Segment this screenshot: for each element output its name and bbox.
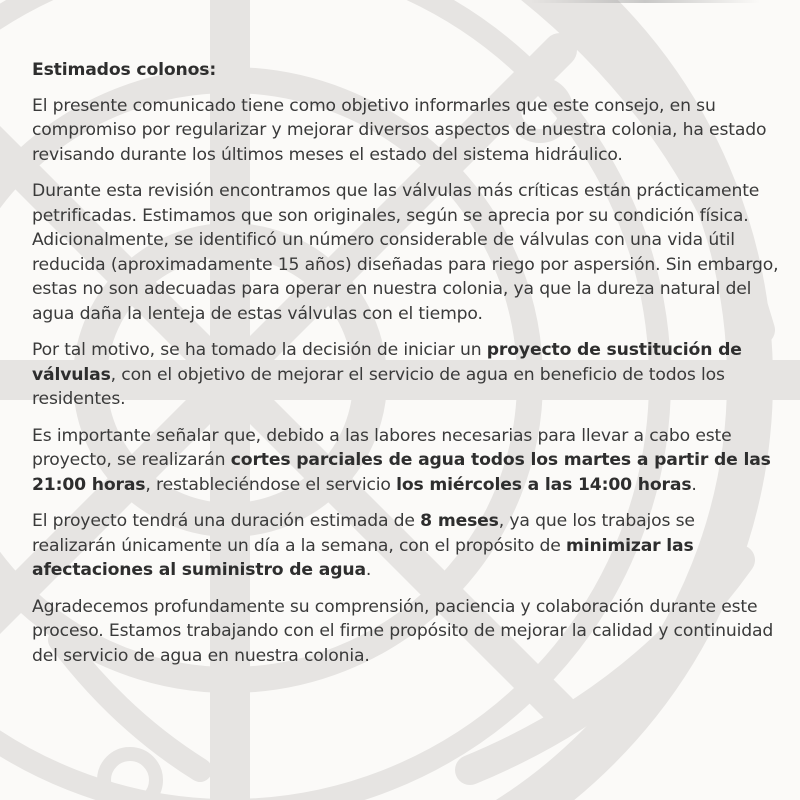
top-edge-mark: [530, 0, 760, 3]
restore-schedule-bold: los miércoles a las 14:00 horas: [396, 474, 692, 495]
duration-bold: 8 meses: [420, 511, 499, 531]
project-text-1: Por tal motivo, se ha tomado la decisión de iniciar un: [32, 340, 487, 360]
greeting: Estimados colonos:: [32, 60, 217, 80]
paragraph-duration: [32, 509, 782, 583]
letter-body: [32, 58, 782, 680]
paragraph-project: [32, 338, 782, 412]
paragraph-schedule: [32, 424, 782, 498]
schedule-text-2: , restableciéndose el servicio: [145, 474, 397, 495]
paragraph-thanks: Agradecemos profundamente su comprensión, paciencia y colaboración durante este proceso. Estamos trabajando con el firme propósito de mejorar la calidad y continuidad del servicio de agua en nuestra colonia.: [32, 596, 774, 666]
duration-text-1: El proyecto tendrá una duración estimada de: [32, 511, 421, 531]
project-name-bold: proyecto de sustitución de válvulas: [32, 340, 742, 385]
duration-text-2: , ya que los trabajos se realizarán únicamente un día a la semana, con el propósito de: [32, 511, 695, 556]
findings-petrified-valves: Durante esta revisión encontramos que las válvulas más críticas están prácticamente petrificadas. Estimamos que son originales, según se aprecia por su condición física.: [32, 181, 760, 226]
purpose-bold: minimizar las afectaciones al suministro de agua: [32, 535, 694, 580]
duration-text-3: .: [365, 560, 372, 580]
cut-schedule-bold: cortes parciales de agua todos los martes a partir de las 21:00 horas: [32, 450, 771, 495]
schedule-text-3: .: [691, 474, 697, 495]
paragraph-objective: El presente comunicado tiene como objetivo informarles que este consejo, en su compromiso por regularizar y mejorar diversos aspectos de nuestra colonia, ha estado revisando durante los últimos meses el estado del sistema hidráulico.: [32, 95, 767, 165]
findings-reduced-life-valves: Adicionalmente, se identificó un número considerable de válvulas con una vida útil reducida (aproximadamente 15 años) diseñadas para riego por aspersión. Sin embargo, estas no son adecuadas para operar en nuestra colonia, ya que la dureza natural del agua daña la lenteja de estas válvulas con el tiempo.: [32, 230, 779, 324]
paragraph-findings: [32, 179, 782, 326]
schedule-text-1: Es importante señalar que, debido a las labores necesarias para llevar a cabo este proyecto, se realizarán: [32, 425, 732, 470]
project-text-2: , con el objetivo de mejorar el servicio de agua en beneficio de todos los residentes.: [32, 364, 725, 409]
